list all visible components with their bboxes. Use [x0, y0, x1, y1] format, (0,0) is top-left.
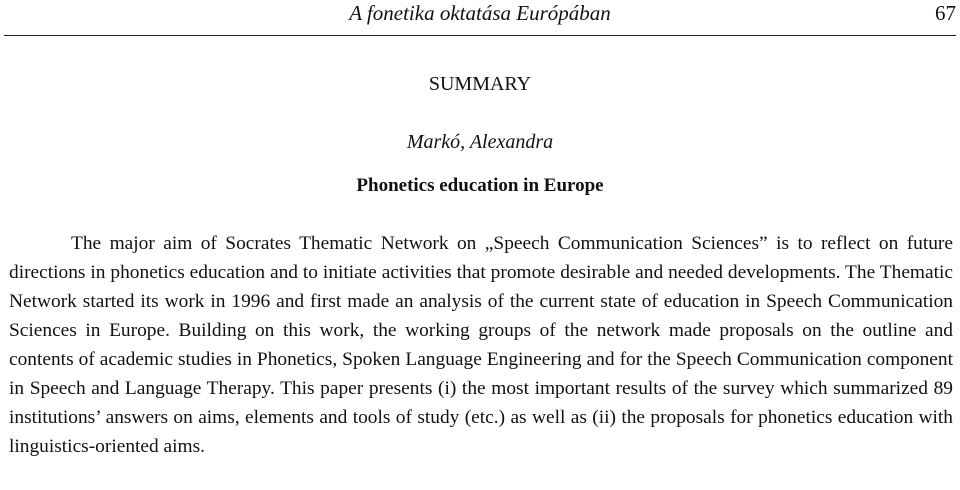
header-divider	[4, 35, 956, 36]
running-title: A fonetika oktatása Európában	[349, 1, 611, 25]
paper-title: Phonetics education in Europe	[356, 175, 604, 196]
running-header	[0, 0, 960, 36]
page-number: 67	[935, 1, 956, 25]
abstract-paragraph: The major aim of Socrates Thematic Network on „Speech Communication Sciences” is to reflect on future directions in phonetics education and to initiate activities that promote desirable and needed developments. The Thematic Network started its work in 1996 and first made an analysis of the current state of education in Speech Communication Sciences in Europe. Building on this work, the working groups of the network made proposals on the outline and contents of academic studies in Phonetics, Spoken Language Engineering and for the Speech Communication component in Speech and Language Therapy. This paper presents (i) the most important results of the survey which summarized 89 institutions’ answers on aims, elements and tools of study (etc.) as well as (ii) the proposals for phonetics education with linguistics-oriented aims.	[9, 233, 953, 457]
author-name: Markó, Alexandra	[406, 131, 554, 153]
section-heading: SUMMARY	[428, 73, 532, 95]
